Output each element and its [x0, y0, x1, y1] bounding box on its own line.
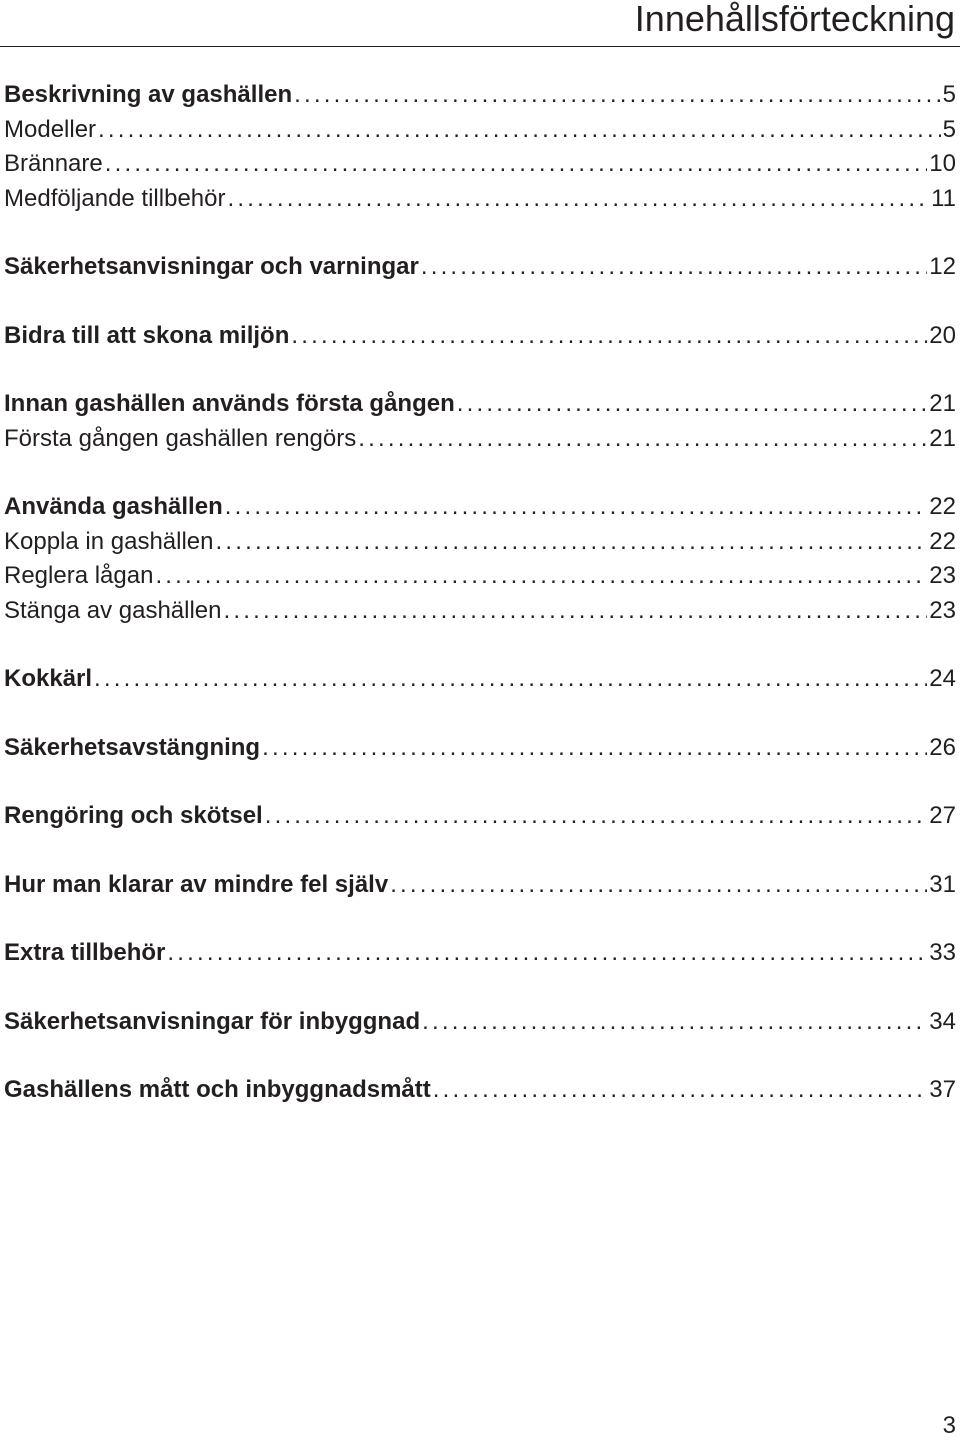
toc-entry-page: 20 — [929, 321, 956, 349]
toc-entry-title: Kokkärl — [4, 665, 93, 692]
toc-section-entry[interactable] — [4, 662, 956, 697]
toc-entry-title: Medföljande tillbehör — [4, 184, 226, 212]
dot-leader — [294, 78, 941, 113]
toc-subsection-entry[interactable] — [4, 559, 956, 594]
toc-entry-page: 5 — [942, 81, 956, 108]
toc-group — [4, 490, 956, 628]
toc-entry-title: Säkerhetsavstängning — [4, 733, 261, 761]
dot-leader — [98, 113, 941, 148]
toc-entry-page: 10 — [929, 150, 956, 177]
dot-leader — [216, 525, 928, 560]
toc-entry-page: 22 — [929, 527, 956, 555]
toc-group — [4, 319, 956, 354]
toc-entry-title: Extra tillbehör — [4, 939, 166, 966]
toc-group — [4, 731, 956, 766]
dot-leader — [155, 559, 927, 594]
dot-leader — [358, 422, 927, 457]
toc-section-entry[interactable] — [4, 387, 956, 422]
toc-group — [4, 799, 956, 834]
toc-subsection-entry[interactable] — [4, 113, 956, 148]
dot-leader — [421, 250, 927, 285]
page-title: Innehållsförteckning — [634, 0, 955, 39]
toc-subsection-entry[interactable] — [4, 525, 956, 560]
toc-entry-page: 26 — [929, 733, 956, 761]
toc-entry-title: Säkerhetsanvisningar för inbyggnad — [4, 1007, 421, 1035]
dot-leader — [390, 868, 927, 903]
toc-entry-title: Första gången gashällen rengörs — [4, 424, 357, 452]
toc-entry-title: Stänga av gashällen — [4, 596, 222, 624]
dot-leader — [94, 662, 927, 697]
dot-leader — [225, 490, 928, 525]
toc-entry-page: 27 — [929, 802, 956, 829]
dot-leader — [227, 182, 929, 217]
toc-subsection-entry[interactable] — [4, 422, 956, 457]
toc-section-entry[interactable] — [4, 490, 956, 525]
toc-group — [4, 78, 956, 216]
toc-section-entry[interactable] — [4, 868, 956, 903]
toc-entry-title: Modeller — [4, 115, 97, 143]
toc-entry-title: Beskrivning av gashällen — [4, 81, 293, 108]
title-divider — [0, 46, 960, 47]
dot-leader — [265, 799, 928, 834]
toc-entry-page: 11 — [931, 184, 956, 212]
toc-entry-title: Innan gashällen används första gången — [4, 390, 455, 417]
toc-entry-page: 34 — [929, 1007, 956, 1035]
toc-entry-title: Använda gashällen — [4, 493, 223, 520]
dot-leader — [262, 731, 927, 766]
toc-group — [4, 250, 956, 285]
toc-entry-page: 31 — [929, 870, 956, 898]
toc-group — [4, 1073, 956, 1108]
toc-section-entry[interactable] — [4, 731, 956, 766]
toc-entry-title: Koppla in gashällen — [4, 527, 214, 555]
toc-entry-title: Säkerhetsanvisningar och varningar — [4, 253, 419, 280]
toc-entry-title: Reglera lågan — [4, 562, 154, 589]
toc-entry-page: 33 — [929, 939, 956, 966]
toc-subsection-entry[interactable] — [4, 182, 956, 217]
toc-entry-page: 22 — [929, 493, 956, 520]
dot-leader — [105, 147, 928, 182]
toc-group — [4, 936, 956, 971]
dot-leader — [291, 319, 927, 354]
toc-subsection-entry[interactable] — [4, 147, 956, 182]
dot-leader — [457, 387, 928, 422]
toc-subsection-entry[interactable] — [4, 594, 956, 629]
dot-leader — [433, 1073, 928, 1108]
toc-section-entry[interactable] — [4, 936, 956, 971]
dot-leader — [224, 594, 928, 629]
toc-entry-title: Bidra till att skona miljön — [4, 321, 290, 349]
toc-entry-page: 21 — [929, 390, 956, 417]
toc-group — [4, 868, 956, 903]
toc-entry-page: 24 — [929, 665, 956, 692]
table-of-contents — [4, 78, 956, 1142]
toc-entry-title: Brännare — [4, 150, 103, 177]
toc-entry-page: 21 — [929, 424, 956, 452]
toc-entry-page: 37 — [929, 1076, 956, 1103]
toc-section-entry[interactable] — [4, 78, 956, 113]
page-number: 3 — [942, 1412, 956, 1439]
toc-entry-title: Rengöring och skötsel — [4, 802, 263, 829]
toc-entry-title: Gashällens mått och inbyggnadsmått — [4, 1076, 431, 1103]
toc-entry-title: Hur man klarar av mindre fel själv — [4, 870, 389, 898]
toc-section-entry[interactable] — [4, 250, 956, 285]
toc-entry-page: 23 — [929, 596, 956, 624]
toc-entry-page: 12 — [929, 253, 956, 280]
toc-group — [4, 1005, 956, 1040]
toc-section-entry[interactable] — [4, 799, 956, 834]
toc-group — [4, 662, 956, 697]
toc-section-entry[interactable] — [4, 1005, 956, 1040]
toc-entry-page: 23 — [929, 562, 956, 589]
toc-section-entry[interactable] — [4, 319, 956, 354]
toc-entry-page: 5 — [942, 115, 956, 143]
dot-leader — [167, 936, 927, 971]
toc-section-entry[interactable] — [4, 1073, 956, 1108]
toc-group — [4, 387, 956, 456]
dot-leader — [422, 1005, 927, 1040]
